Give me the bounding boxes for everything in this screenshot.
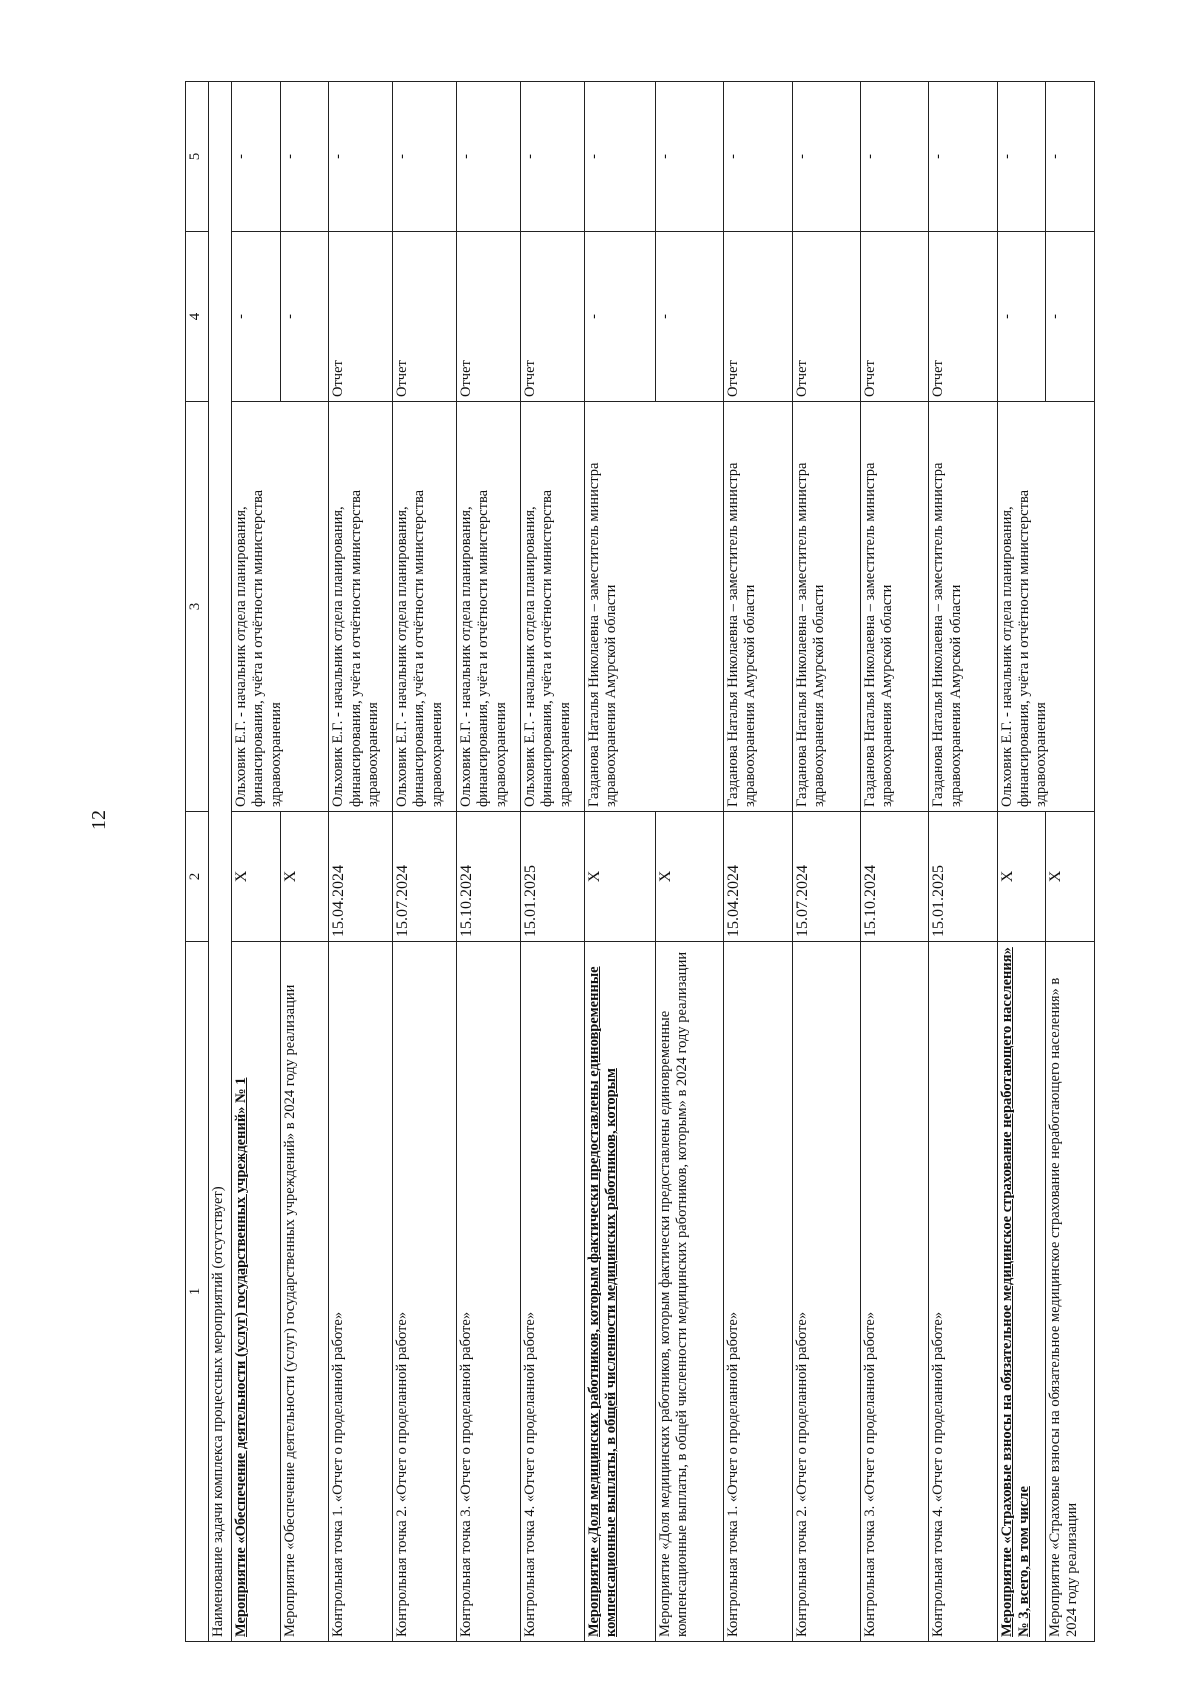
table-row xyxy=(457,82,521,1642)
document-type-cell: Отчет xyxy=(329,232,393,402)
table-row xyxy=(655,82,723,1642)
column-number: 3 xyxy=(186,402,209,812)
table-row xyxy=(232,82,281,1642)
activity-name-cell: Мероприятие «Доля медицинских работников, которым фактически предоставлены единовременные компенсационные выплаты, в общей численности медицинских работников, которым» в 2024 году реализации xyxy=(655,942,723,1642)
activity-name-cell: Контрольная точка 2. «Отчет о проделанной работе» xyxy=(393,942,457,1642)
activity-name-cell: Контрольная точка 1. «Отчет о проделанной работе» xyxy=(724,942,792,1642)
responsible-cell: Ольховик Е.Г. - начальник отдела планирования, финансирования, учёта и отчётности министерства здравоохранения xyxy=(232,402,329,812)
activity-name-cell: Контрольная точка 1. «Отчет о проделанной работе» xyxy=(329,942,393,1642)
activity-name-cell: Контрольная точка 3. «Отчет о проделанной работе» xyxy=(861,942,929,1642)
responsible-cell: Газданова Наталья Николаевна – заместитель министра здравоохранения Амурской области xyxy=(585,402,724,812)
deadline-cell: 15.04.2024 xyxy=(329,812,393,942)
responsible-cell: Ольховик Е.Г. - начальник отдела планирования, финансирования, учёта и отчётности министерства здравоохранения xyxy=(521,402,585,812)
information-system-cell: - xyxy=(1046,82,1095,232)
deadline-cell: 15.10.2024 xyxy=(861,812,929,942)
column-number: 1 xyxy=(186,942,209,1642)
column-number-header-row xyxy=(186,82,209,1642)
table-row xyxy=(792,82,860,1642)
document-type-cell: Отчет xyxy=(521,232,585,402)
deadline-cell: 15.10.2024 xyxy=(457,812,521,942)
table-row xyxy=(329,82,393,1642)
column-number: 2 xyxy=(186,812,209,942)
document-type-cell: Отчет xyxy=(393,232,457,402)
deadline-cell: 15.04.2024 xyxy=(724,812,792,942)
responsible-cell: Газданова Наталья Николаевна – заместитель министра здравоохранения Амурской области xyxy=(929,402,997,812)
activities-table xyxy=(185,81,1095,1642)
information-system-cell: - xyxy=(329,82,393,232)
information-system-cell: - xyxy=(792,82,860,232)
information-system-cell: - xyxy=(724,82,792,232)
table-row xyxy=(393,82,457,1642)
document-type-cell: Отчет xyxy=(861,232,929,402)
document-type-cell: Отчет xyxy=(724,232,792,402)
deadline-cell: Х xyxy=(997,812,1046,942)
responsible-cell: Ольховик Е.Г. - начальник отдела планирования, финансирования, учёта и отчётности министерства здравоохранения xyxy=(329,402,393,812)
information-system-cell: - xyxy=(393,82,457,232)
information-system-cell: - xyxy=(232,82,281,232)
information-system-cell: - xyxy=(997,82,1046,232)
activity-name-cell: Мероприятие «Страховые взносы на обязательное медицинское страхование неработающего населения» № 3, всего, в том числе xyxy=(997,942,1046,1642)
responsible-cell: Газданова Наталья Николаевна – заместитель министра здравоохранения Амурской области xyxy=(724,402,792,812)
activity-name-cell: Мероприятие «Обеспечение деятельности (услуг) государственных учреждений» в 2024 году реализации xyxy=(280,942,329,1642)
deadline-cell: Х xyxy=(232,812,281,942)
rotated-table-wrapper xyxy=(185,82,1095,1642)
table-row xyxy=(861,82,929,1642)
information-system-cell: - xyxy=(929,82,997,232)
document-type-cell: Отчет xyxy=(792,232,860,402)
deadline-cell: Х xyxy=(585,812,656,942)
table-row xyxy=(280,82,329,1642)
table-row xyxy=(929,82,997,1642)
table-row xyxy=(724,82,792,1642)
activity-name-cell: Контрольная точка 4. «Отчет о проделанной работе» xyxy=(521,942,585,1642)
responsible-cell: Ольховик Е.Г. - начальник отдела планирования, финансирования, учёта и отчётности министерства здравоохранения xyxy=(393,402,457,812)
task-name-cell: Наименование задачи комплекса процессных мероприятий (отсутствует) xyxy=(209,82,232,1642)
table-row xyxy=(521,82,585,1642)
document-type-cell: Отчет xyxy=(929,232,997,402)
deadline-cell: 15.07.2024 xyxy=(792,812,860,942)
deadline-cell: 15.01.2025 xyxy=(929,812,997,942)
document-type-cell: - xyxy=(1046,232,1095,402)
responsible-cell: Ольховик Е.Г. - начальник отдела планирования, финансирования, учёта и отчётности министерства здравоохранения xyxy=(457,402,521,812)
information-system-cell: - xyxy=(585,82,656,232)
information-system-cell: - xyxy=(655,82,723,232)
activity-name-cell: Контрольная точка 4. «Отчет о проделанной работе» xyxy=(929,942,997,1642)
information-system-cell: - xyxy=(280,82,329,232)
activity-name-cell: Мероприятие «Страховые взносы на обязательное медицинское страхование неработающего населения» в 2024 году реализации xyxy=(1046,942,1095,1642)
column-number: 5 xyxy=(186,82,209,232)
activity-name-cell: Контрольная точка 3. «Отчет о проделанной работе» xyxy=(457,942,521,1642)
table-row xyxy=(585,82,656,1642)
document-type-cell: - xyxy=(997,232,1046,402)
page-number: 12 xyxy=(88,810,110,830)
information-system-cell: - xyxy=(861,82,929,232)
document-type-cell: - xyxy=(232,232,281,402)
activity-name-cell: Контрольная точка 2. «Отчет о проделанной работе» xyxy=(792,942,860,1642)
deadline-cell: Х xyxy=(655,812,723,942)
information-system-cell: - xyxy=(457,82,521,232)
activity-name-cell: Мероприятие «Доля медицинских работников, которым фактически предоставлены единовременные компенсационные выплаты, в общей численности медицинских работников, которым xyxy=(585,942,656,1642)
document-type-cell: - xyxy=(655,232,723,402)
information-system-cell: - xyxy=(521,82,585,232)
responsible-cell: Газданова Наталья Николаевна – заместитель министра здравоохранения Амурской области xyxy=(861,402,929,812)
document-type-cell: Отчет xyxy=(457,232,521,402)
table-row xyxy=(997,82,1046,1642)
deadline-cell: Х xyxy=(1046,812,1095,942)
task-name-row xyxy=(209,82,232,1642)
deadline-cell: 15.07.2024 xyxy=(393,812,457,942)
responsible-cell: Газданова Наталья Николаевна – заместитель министра здравоохранения Амурской области xyxy=(792,402,860,812)
activity-name-cell: Мероприятие «Обеспечение деятельности (услуг) государственных учреждений» № 1 xyxy=(232,942,281,1642)
document-type-cell: - xyxy=(280,232,329,402)
deadline-cell: 15.01.2025 xyxy=(521,812,585,942)
table-row xyxy=(1046,82,1095,1642)
deadline-cell: Х xyxy=(280,812,329,942)
document-type-cell: - xyxy=(585,232,656,402)
responsible-cell: Ольховик Е.Г. - начальник отдела планирования, финансирования, учёта и отчётности министерства здравоохранения xyxy=(997,402,1094,812)
column-number: 4 xyxy=(186,232,209,402)
